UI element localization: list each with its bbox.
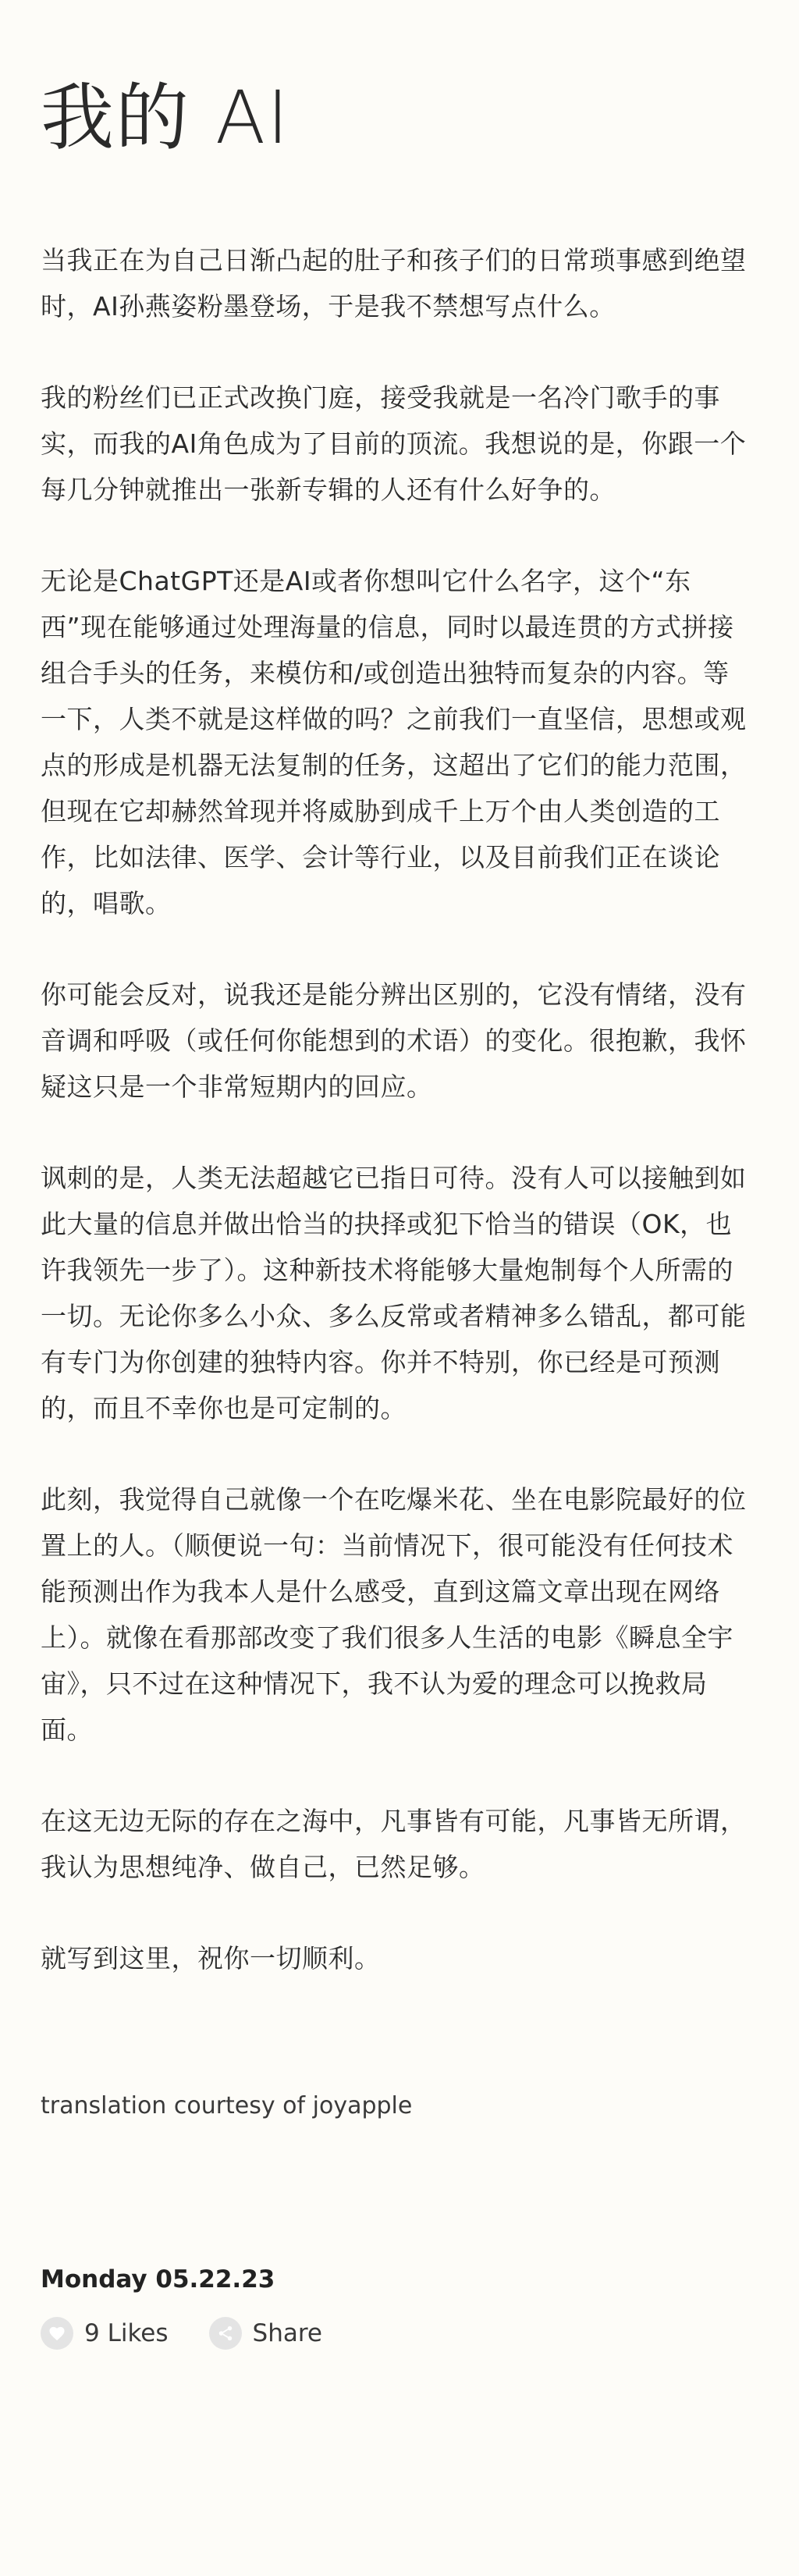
- post-date: Monday 05.22.23: [41, 2265, 275, 2294]
- likes-count: 9 Likes: [84, 2319, 169, 2347]
- share-icon: [209, 2317, 242, 2350]
- post-paragraph: 我的粉丝们已正式改换门庭，接受我就是一名冷门歌手的事实，而我的AI角色成为了目前的顶流。我想说的是，你跟一个每几分钟就推出一张新专辑的人还有什么好争的。: [41, 382, 747, 505]
- post-paragraph: 此刻，我觉得自己就像一个在吃爆米花、坐在电影院最好的位置上的人。（顺便说一句：当前情况下，很可能没有任何技术能预测出作为我本人是什么感受，直到这篇文章出现在网络上）。就像在看那部改变了我们很多人生活的电影《瞬息全宇宙》，只不过在这种情况下，我不认为爱的理念可以挽救局面。: [41, 1484, 747, 1745]
- post-actions: [41, 2317, 752, 2350]
- post-paragraph: 无论是ChatGPT还是AI或者你想叫它什么名字，这个“东西”现在能够通过处理海量的信息，同时以最连贯的方式拼接组合手头的任务，来模仿和/或创造出独特而复杂的内容。等一下，人类不就是这样做的吗？之前我们一直坚信，思想或观点的形成是机器无法复制的任务，这超出了它们的能力范围，但现在它却赫然耸现并将威胁到成千上万个由人类创造的工作，比如法律、医学、会计等行业，以及目前我们正在谈论的，唱歌。: [41, 566, 747, 918]
- post-body: [41, 237, 752, 1981]
- post-paragraph: 当我正在为自己日渐凸起的肚子和孩子们的日常琐事感到绝望时，AI孙燕姿粉墨登场，于是我不禁想写点什么。: [41, 245, 747, 322]
- post-paragraph: 就写到这里，祝你一切顺利。: [41, 1943, 381, 1974]
- share-label: Share: [252, 2319, 322, 2347]
- likes-button[interactable]: [41, 2317, 169, 2350]
- post-title: 我的 AI: [41, 76, 290, 161]
- heart-icon: [41, 2317, 73, 2350]
- translation-credit: translation courtesy of joyapple: [41, 2092, 413, 2119]
- post-paragraph: 你可能会反对，说我还是能分辨出区别的，它没有情绪，没有音调和呼吸（或任何你能想到的术语）的变化。很抱歉，我怀疑这只是一个非常短期内的回应。: [41, 979, 747, 1102]
- post-paragraph: 在这无边无际的存在之海中，凡事皆有可能，凡事皆无所谓，我认为思想纯净、做自己，已然足够。: [41, 1806, 747, 1882]
- share-button[interactable]: [209, 2317, 322, 2350]
- post-paragraph: 讽刺的是，人类无法超越它已指日可待。没有人可以接触到如此大量的信息并做出恰当的抉择或犯下恰当的错误（OK，也许我领先一步了）。这种新技术将能够大量炮制每个人所需的一切。无论你多么小众、多么反常或者精神多么错乱，都可能有专门为你创建的独特内容。你并不特别，你已经是可预测的，而且不幸你也是可定制的。: [41, 1163, 747, 1423]
